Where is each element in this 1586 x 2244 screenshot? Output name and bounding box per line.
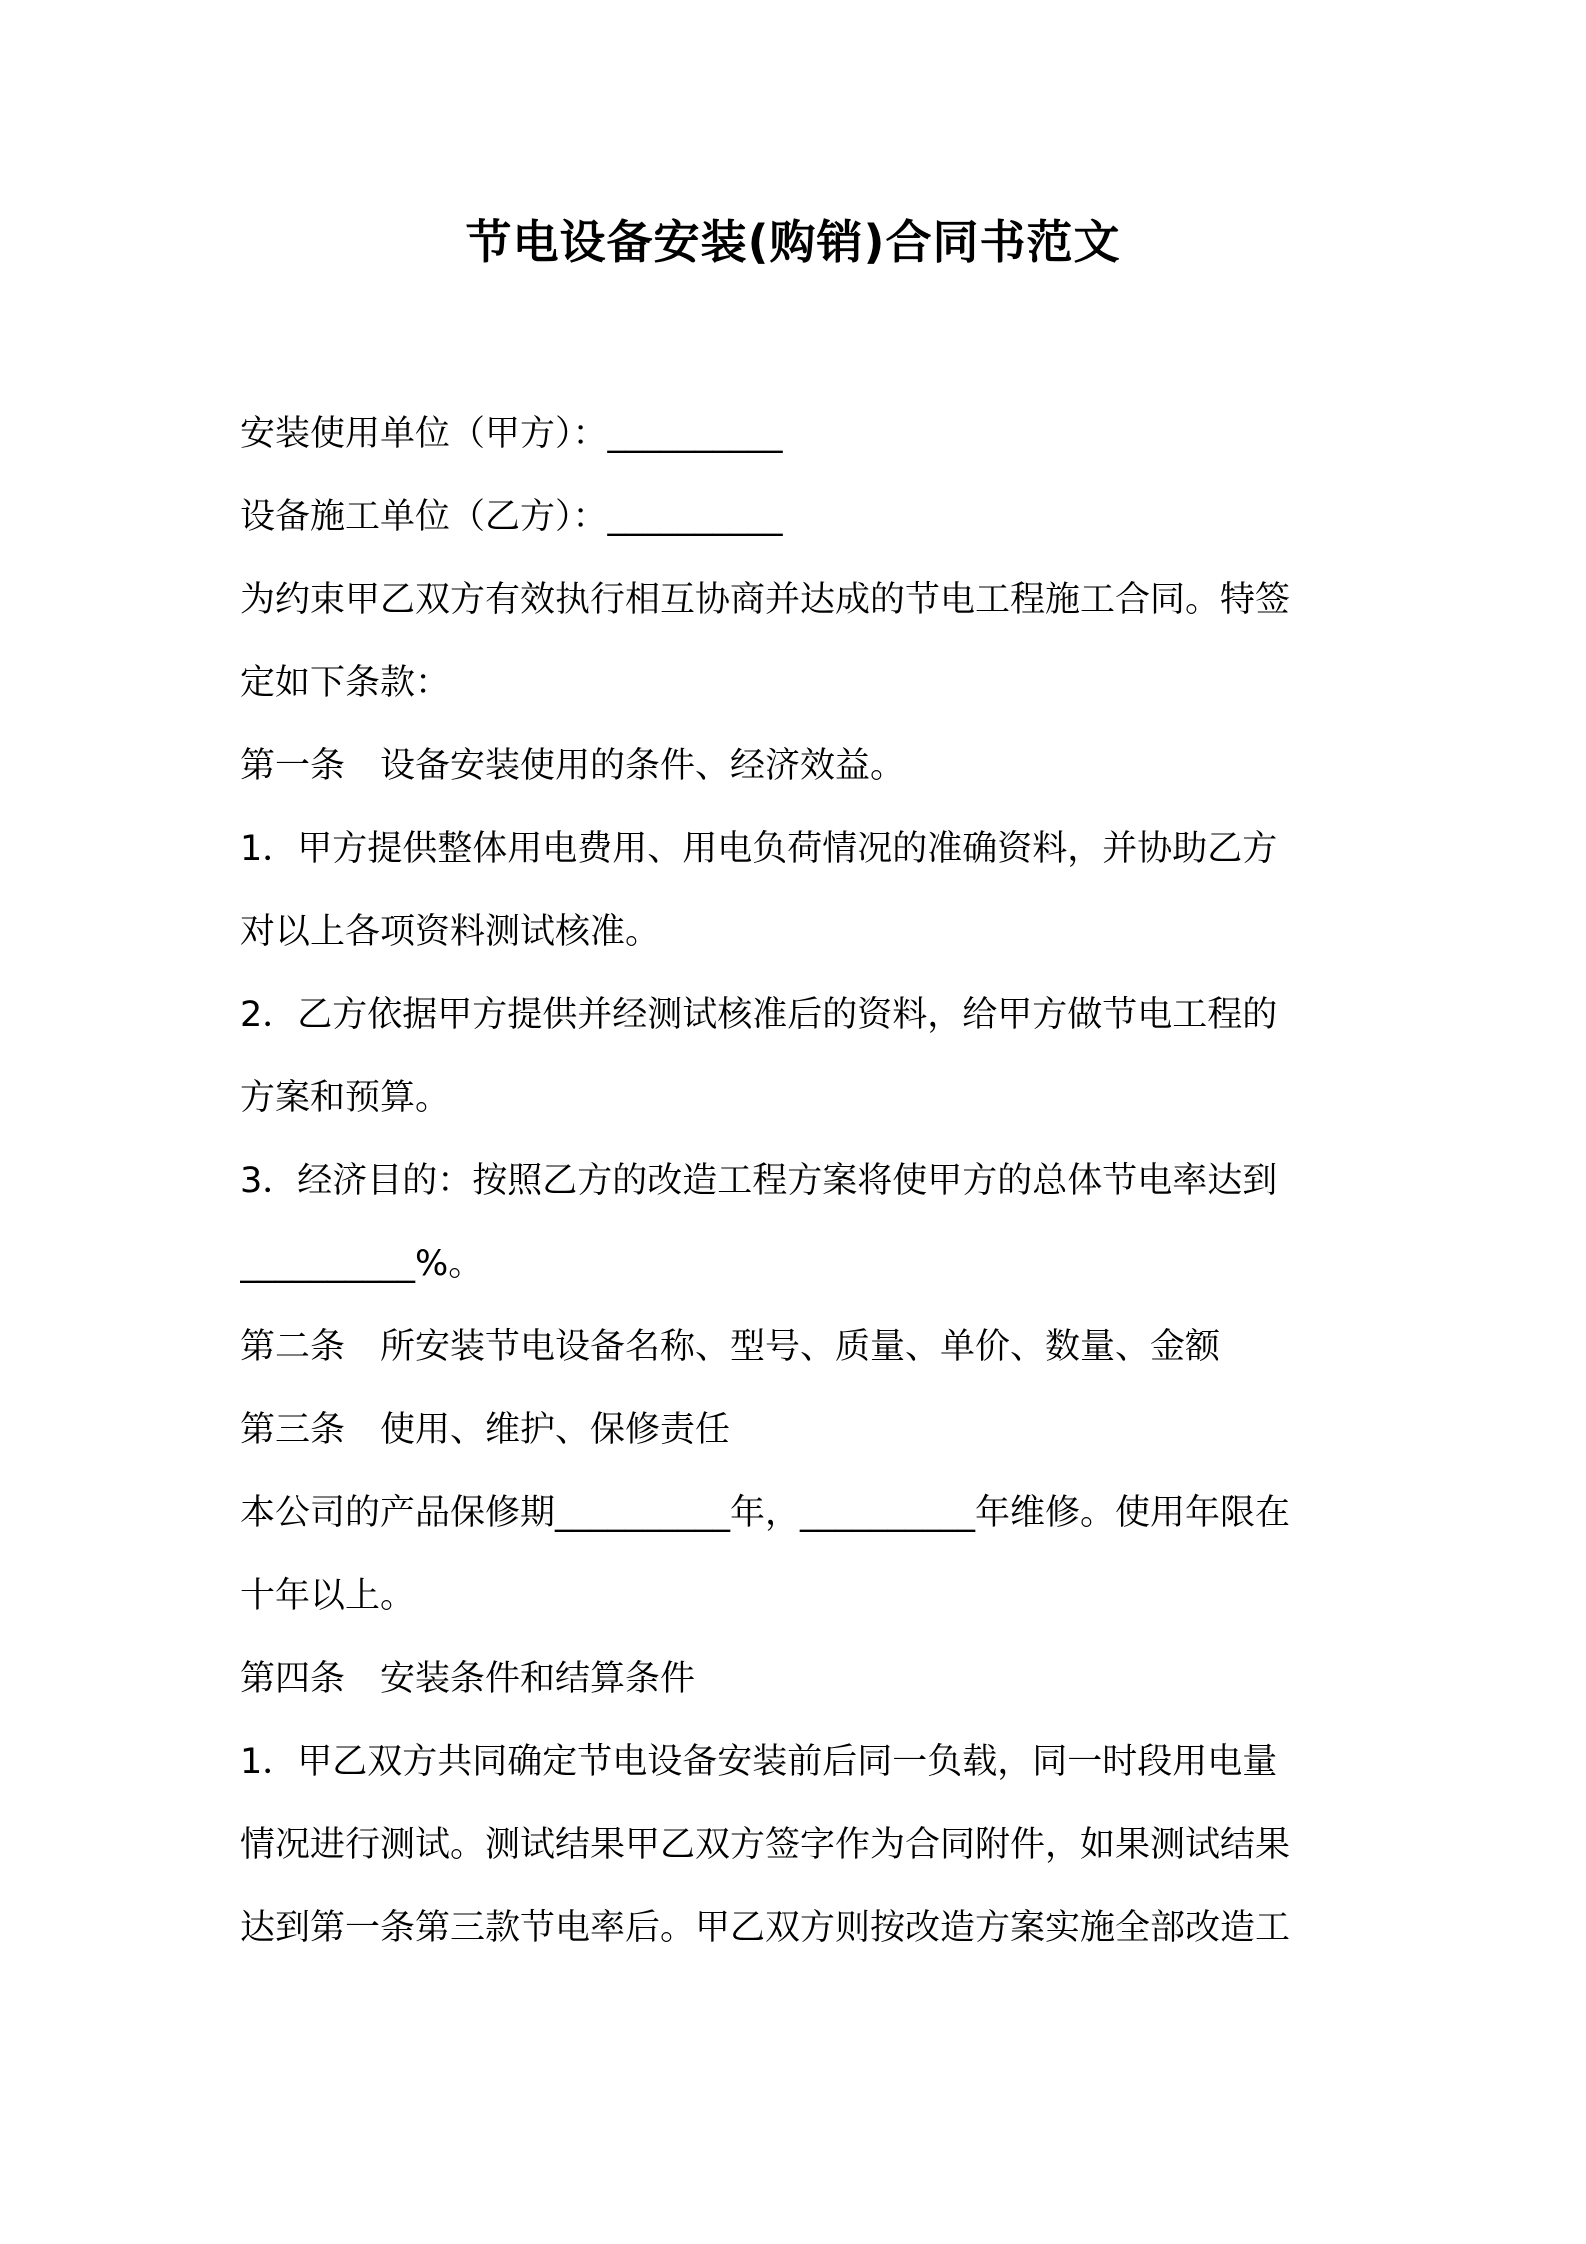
article-3-text: 本公司的产品保修期__________年，__________年维修。使用年限在 <box>240 1493 1291 1533</box>
article-4-item-1: 达到第一条第三款节电率后。甲乙双方则按改造方案实施全部改造工 <box>240 1908 1291 1948</box>
document-title: 节电设备安装(购销)合同书范文 <box>465 215 1121 269</box>
article-1-item-2: 2．乙方依据甲方提供并经测试核准后的资料，给甲方做节电工程的 <box>240 995 1278 1035</box>
article-4-item-1: 1．甲乙双方共同确定节电设备安装前后同一负载，同一时段用电量 <box>240 1742 1278 1782</box>
party-a-line: 安装使用单位（甲方）：__________ <box>240 414 783 454</box>
party-b-line: 设备施工单位（乙方）：__________ <box>240 497 783 537</box>
article-1-item-1: 对以上各项资料测试核准。 <box>240 912 661 952</box>
article-3-text: 十年以上。 <box>240 1576 416 1616</box>
article-1-item-3: 3．经济目的：按照乙方的改造工程方案将使甲方的总体节电率达到 <box>240 1161 1278 1201</box>
article-1-item-2: 方案和预算。 <box>240 1078 451 1118</box>
preamble-line: 为约束甲乙双方有效执行相互协商并达成的节电工程施工合同。特签 <box>240 580 1291 620</box>
article-3-heading: 第三条 使用、维护、保修责任 <box>240 1410 731 1450</box>
article-1-heading: 第一条 设备安装使用的条件、经济效益。 <box>240 746 906 786</box>
article-1-item-3: __________%。 <box>240 1244 484 1284</box>
document-body <box>240 399 1360 1976</box>
article-4-heading: 第四条 安装条件和结算条件 <box>240 1659 696 1699</box>
article-1-item-1: 1．甲方提供整体用电费用、用电负荷情况的准确资料，并协助乙方 <box>240 829 1278 869</box>
article-4-item-1: 情况进行测试。测试结果甲乙双方签字作为合同附件，如果测试结果 <box>240 1825 1291 1865</box>
preamble-line: 定如下条款： <box>240 663 451 703</box>
article-2-heading: 第二条 所安装节电设备名称、型号、质量、单价、数量、金额 <box>240 1327 1221 1367</box>
